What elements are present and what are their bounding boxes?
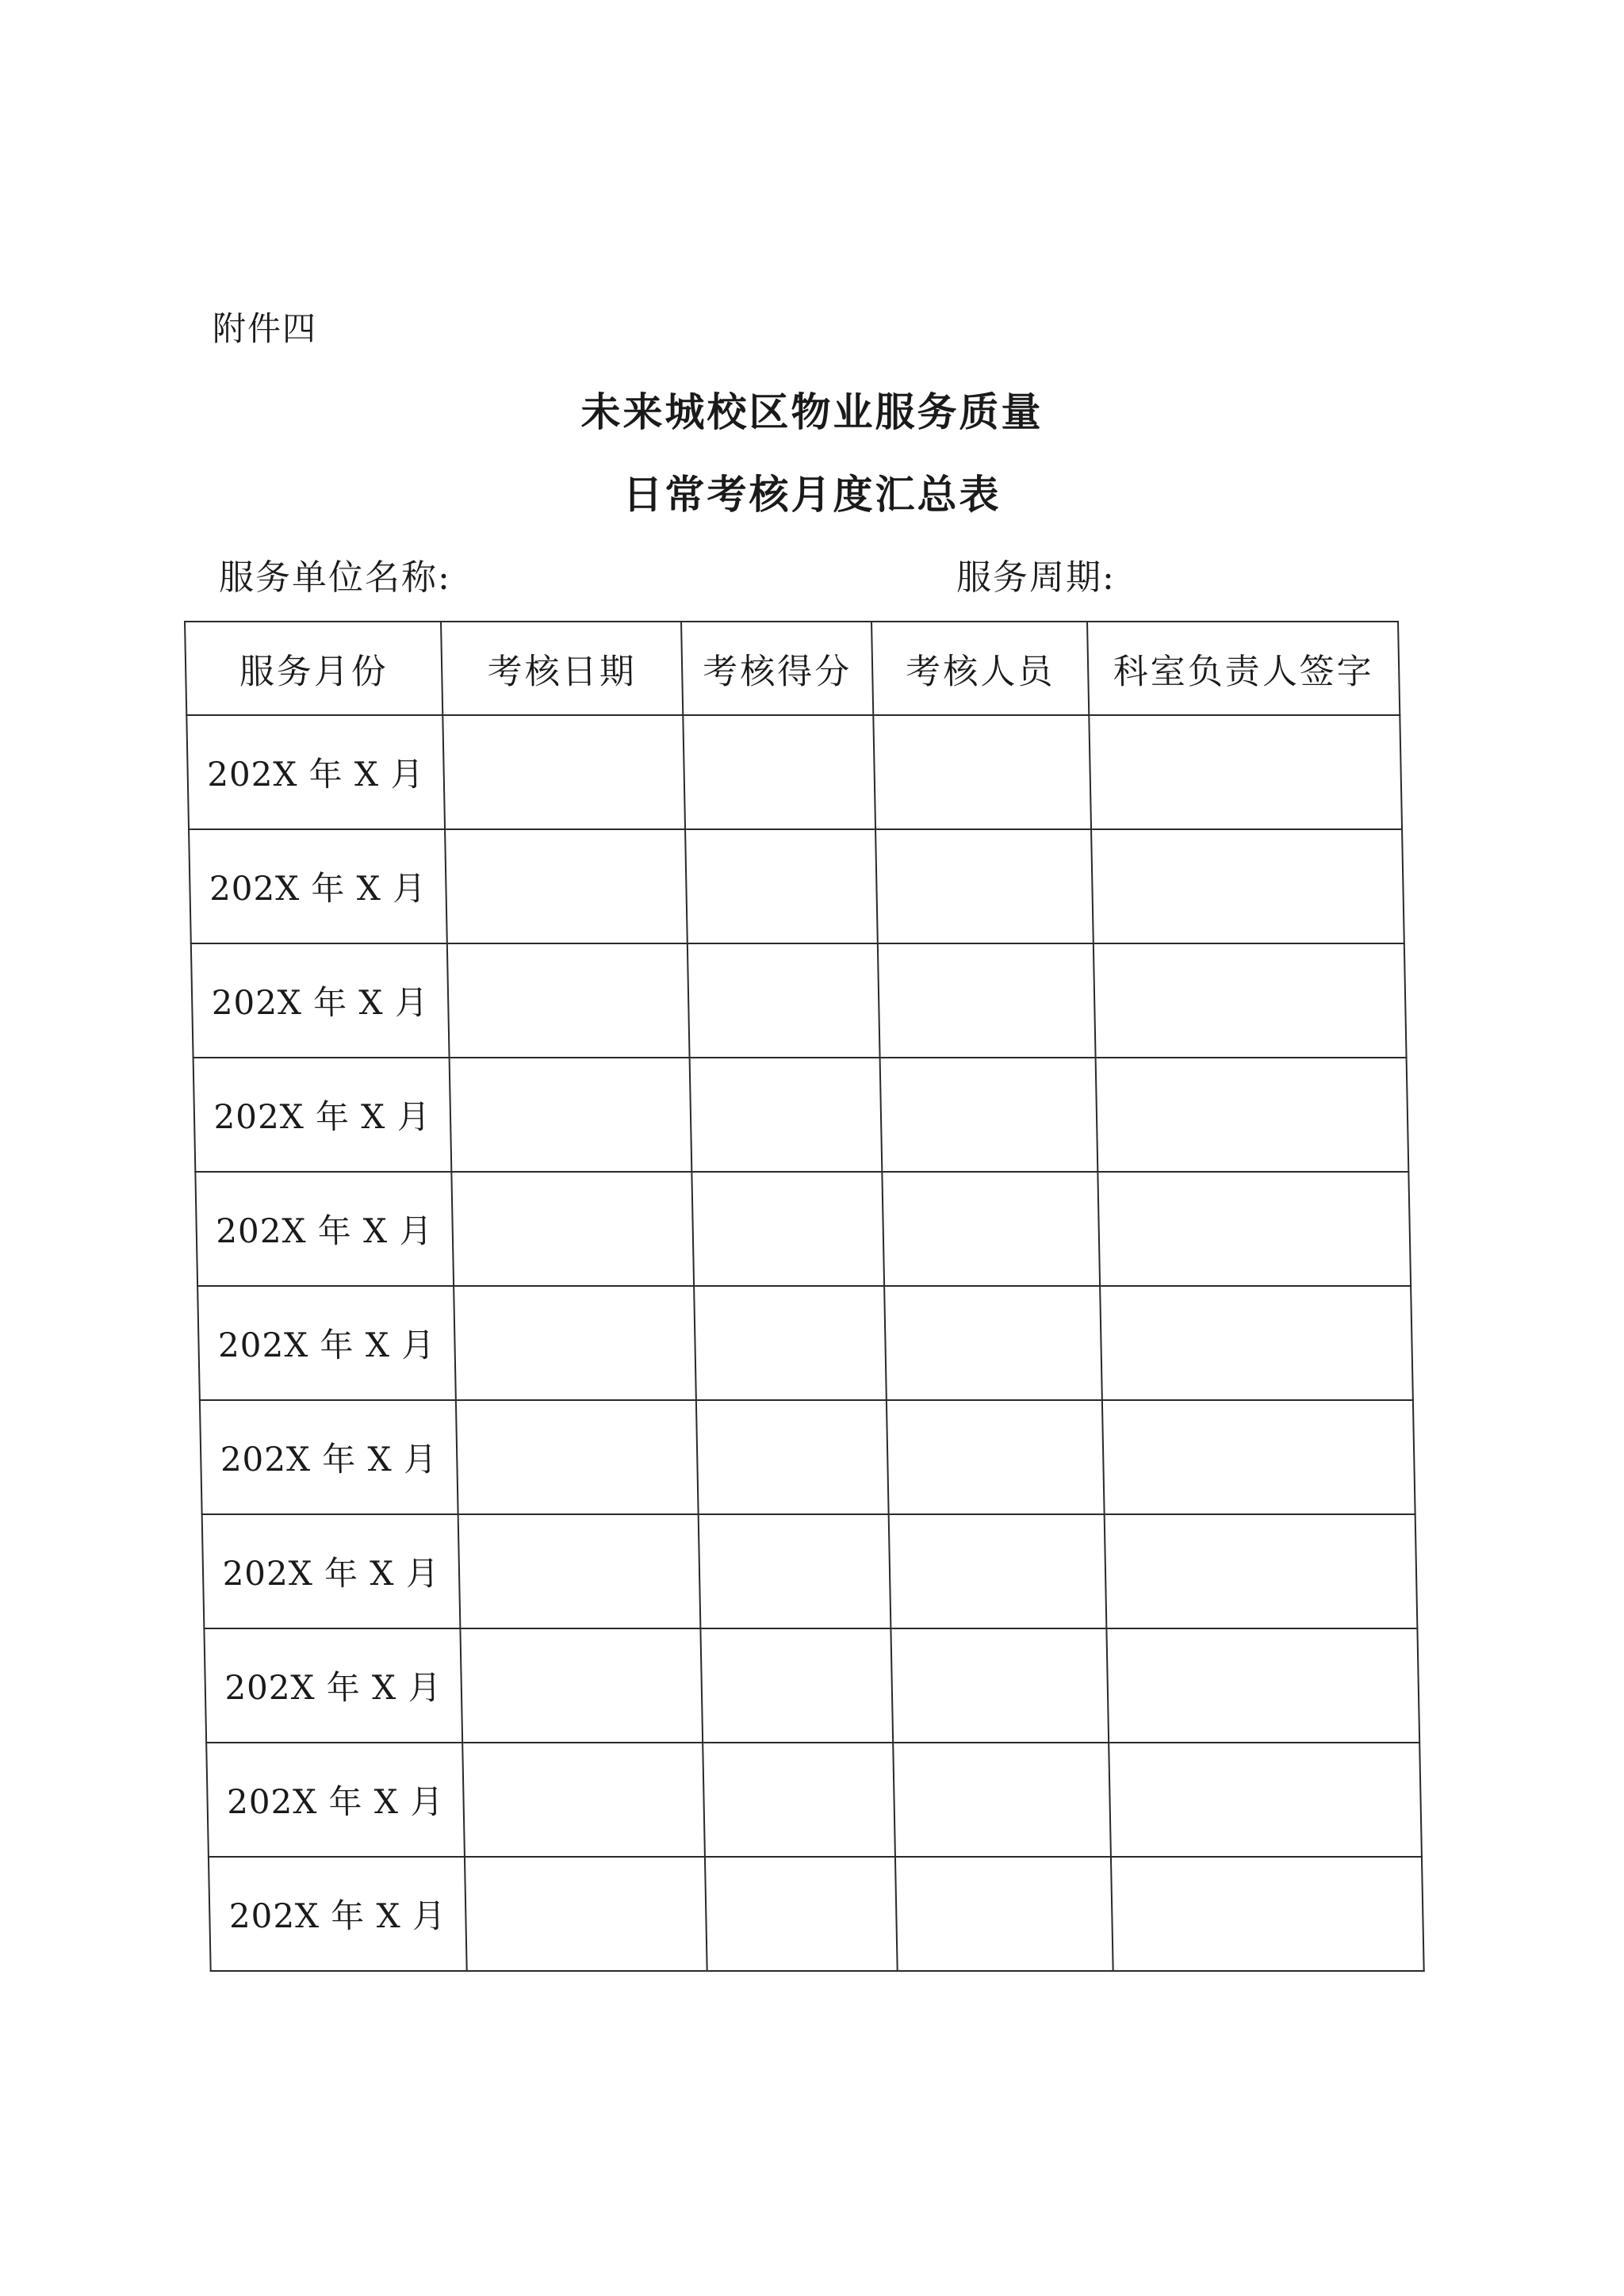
cell-assessment-date [454, 1286, 696, 1400]
cell-supervisor-signature [1102, 1400, 1415, 1514]
cell-supervisor-signature [1100, 1286, 1413, 1400]
table-row [193, 1058, 1409, 1172]
cell-assessment-score [703, 1743, 895, 1857]
cell-assessment-score [685, 829, 878, 943]
cell-assessment-date [462, 1743, 705, 1857]
table-row [191, 943, 1407, 1058]
header-supervisor-signature: 科室负责人签字 [1087, 622, 1400, 715]
cell-assessment-score [699, 1514, 891, 1628]
table-row [202, 1514, 1418, 1628]
cell-assessor [884, 1286, 1102, 1400]
table-row [209, 1857, 1424, 1971]
cell-assessment-date [451, 1172, 694, 1286]
cell-service-month: 202X 年 X 月 [206, 1743, 465, 1857]
cell-assessor [882, 1172, 1100, 1286]
cell-service-month: 202X 年 X 月 [189, 829, 447, 943]
cell-assessor [878, 943, 1096, 1058]
cell-supervisor-signature [1097, 1172, 1411, 1286]
cell-assessment-date [447, 943, 690, 1058]
cell-assessment-date [450, 1058, 692, 1172]
cell-supervisor-signature [1106, 1628, 1419, 1743]
cell-assessment-score [694, 1286, 887, 1400]
cell-assessment-date [458, 1514, 701, 1628]
cell-assessor [873, 715, 1091, 829]
header-assessor: 考核人员 [871, 622, 1089, 715]
cell-assessment-date [445, 829, 688, 943]
service-unit-label: 服务单位名称: [219, 557, 451, 598]
cell-assessment-score [690, 1058, 883, 1172]
cell-supervisor-signature [1111, 1857, 1424, 1971]
cell-supervisor-signature [1109, 1743, 1422, 1857]
table-row [195, 1172, 1411, 1286]
table-header-row [185, 622, 1400, 715]
cell-service-month: 202X 年 X 月 [204, 1628, 462, 1743]
table-row [206, 1743, 1422, 1857]
service-period-label: 服务周期: [956, 557, 1116, 598]
cell-supervisor-signature [1096, 1058, 1409, 1172]
cell-service-month: 202X 年 X 月 [200, 1400, 458, 1514]
table-row [204, 1628, 1419, 1743]
cell-service-month: 202X 年 X 月 [197, 1286, 456, 1400]
cell-service-month: 202X 年 X 月 [209, 1857, 467, 1971]
cell-assessment-score [688, 943, 880, 1058]
cell-assessment-date [442, 715, 685, 829]
header-service-month: 服务月份 [185, 622, 442, 715]
summary-table [184, 621, 1425, 1972]
table-row [186, 715, 1402, 829]
cell-assessment-score [691, 1172, 884, 1286]
cell-supervisor-signature [1089, 715, 1402, 829]
cell-service-month: 202X 年 X 月 [193, 1058, 452, 1172]
cell-assessment-score [700, 1628, 893, 1743]
cell-assessor [880, 1058, 1098, 1172]
cell-assessment-date [460, 1628, 703, 1743]
cell-service-month: 202X 年 X 月 [195, 1172, 454, 1286]
cell-supervisor-signature [1105, 1514, 1418, 1628]
cell-service-month: 202X 年 X 月 [202, 1514, 461, 1628]
cell-assessor [893, 1743, 1111, 1857]
cell-assessment-date [465, 1857, 707, 1971]
cell-assessor [889, 1514, 1107, 1628]
document-title-line1: 未来城校区物业服务质量 [580, 389, 1044, 435]
cell-assessment-score [683, 715, 875, 829]
cell-service-month: 202X 年 X 月 [186, 715, 445, 829]
table-row [197, 1286, 1413, 1400]
cell-supervisor-signature [1091, 829, 1404, 943]
cell-service-month: 202X 年 X 月 [191, 943, 450, 1058]
cell-assessor [891, 1628, 1109, 1743]
cell-assessment-date [456, 1400, 699, 1514]
table-row [189, 829, 1404, 943]
cell-assessor [895, 1857, 1113, 1971]
cell-assessment-score [705, 1857, 898, 1971]
table-row [200, 1400, 1415, 1514]
cell-supervisor-signature [1094, 943, 1407, 1058]
attachment-label: 附件四 [213, 309, 318, 348]
cell-assessment-score [696, 1400, 889, 1514]
cell-assessor [875, 829, 1094, 943]
header-assessment-date: 考核日期 [441, 622, 683, 715]
cell-assessor [887, 1400, 1105, 1514]
header-assessment-score: 考核得分 [681, 622, 873, 715]
document-title-line2: 日常考核月度汇总表 [622, 472, 1002, 518]
